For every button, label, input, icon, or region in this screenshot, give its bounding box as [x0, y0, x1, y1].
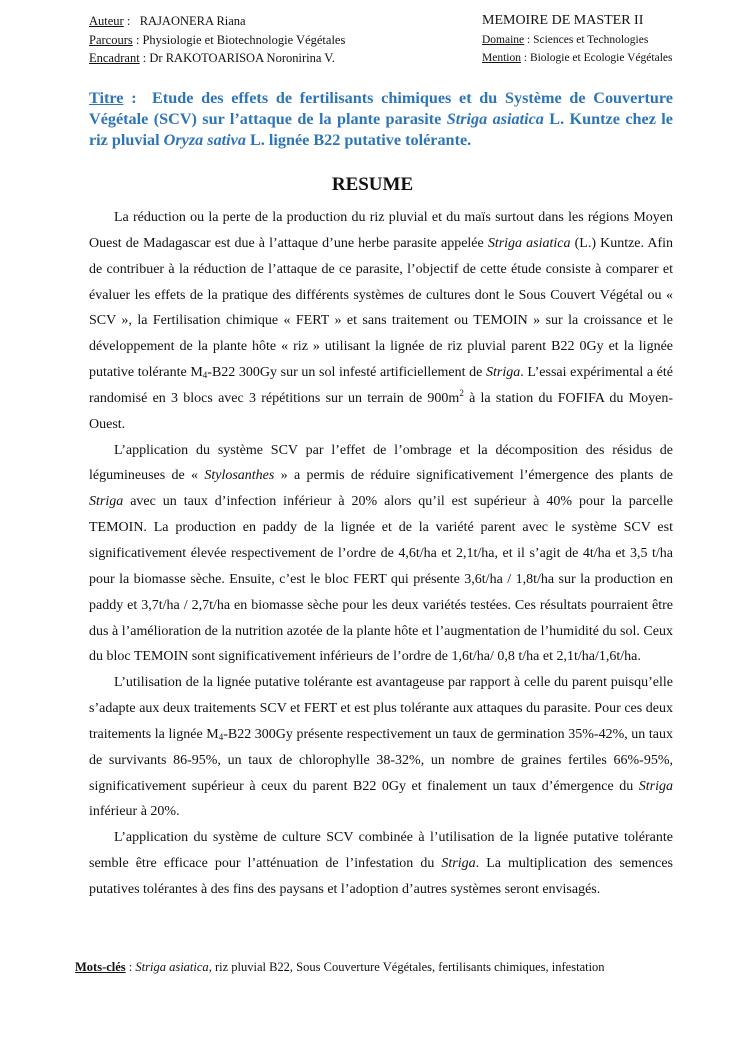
- encadrant-line: [89, 49, 345, 68]
- p1-text-g: . L’essai expérimental a été randomisé en 3 blocs avec 3 répétitions sur un terrain de 900m: [89, 365, 674, 406]
- author-sep: :: [123, 14, 140, 28]
- keywords-line: [75, 960, 605, 975]
- p1-superscript: 2: [459, 387, 464, 398]
- mention-line: [482, 49, 672, 68]
- thesis-type: MEMOIRE DE MASTER II: [482, 13, 644, 28]
- p1-species: Striga asiatica: [487, 235, 571, 251]
- paragraph-1: [89, 205, 673, 438]
- p4-text-a: L’application du système de culture SCV combinée à l’utilisation de la lignée putative tolérante semble être efficace pour l’atténuation de l’infestation du: [89, 830, 673, 872]
- title-label: Titre: [89, 89, 124, 107]
- p1-text-c: (L.) Kuntze. Afin de contribuer à la réduction de l’attaque de ce parasite, l’objectif de cette étude consiste à comparer et évaluer les effets de la pratique des différents systèmes de cultures dont le Sous Couvert Végétal ou « SCV », la Fertilisation chimique « FERT » et sans traitement ou TEMOIN » sur la croissance et le développement de la plante hôte « riz » utilisant la lignée de riz pluvial parent B22 0Gy et la lignée putative tolérante M: [89, 235, 673, 381]
- mention-sep: :: [520, 52, 530, 64]
- p1-text-e: -B22 300Gy sur un sol infesté artificiellement de: [207, 365, 486, 381]
- keywords-sep: :: [125, 960, 136, 974]
- parcours-line: [89, 31, 345, 50]
- author-line: [89, 12, 345, 31]
- p3-text-a: L’utilisation de la lignée putative tolérante est avantageuse par rapport à celle du parent puisqu’elle s’adapte aux deux traitements SCV et FERT et est plus tolérante aux attaques du parasite. Pour ces deux traitements la lignée M: [89, 675, 673, 742]
- document-title: [89, 88, 673, 151]
- p2-text-a: L’application du système SCV par l’effet de l’ombrage et la décomposition des résidus de légumineuses de «: [89, 442, 673, 484]
- p3-text-e: inférieur à 20%.: [89, 804, 180, 820]
- p1-text-a: La réduction ou la perte de la production du riz pluvial et du maïs surtout dans les régions Moyen Ouest de Madagascar est due à l’attaque d’une herbe parasite appelée: [89, 210, 673, 251]
- domaine-label: Domaine: [482, 33, 525, 46]
- title-species1: Striga asiatica: [446, 110, 544, 128]
- encadrant-value: Dr RAKOTOARISOA Noronirina V.: [149, 51, 335, 65]
- keywords-rest: , riz pluvial B22, Sous Couverture Végétales, fertilisants chimiques, infestation: [208, 960, 605, 974]
- title-part3: L. lignée B22 putative tolérante.: [245, 131, 472, 149]
- p1-text-i: à la station du FOFIFA du Moyen- Ouest.: [89, 390, 673, 432]
- abstract-body: [89, 205, 673, 903]
- parcours-sep: :: [132, 32, 143, 47]
- p3-striga: Striga: [638, 778, 673, 794]
- resume-heading: RESUME: [331, 174, 414, 195]
- p4-text-c: . La multiplication des semences putatives tolérantes à des fins des paysans et l’adoption d’autres systèmes seront envisagés.: [89, 856, 673, 897]
- p2-stylosanthes: Stylosanthes: [204, 468, 275, 484]
- title-part1: Etude des effets de fertilisants chimiques et du Système de Couverture Végétale (SCV) sur l’attaque de la plante parasite: [89, 89, 673, 128]
- title-species2: Oryza sativa: [163, 131, 246, 149]
- p1-subscript: 4: [202, 370, 208, 381]
- parcours-value: Physiologie et Biotechnologie Végétales: [142, 32, 346, 47]
- p1-striga: Striga: [485, 365, 521, 381]
- p4-striga: Striga: [441, 856, 476, 872]
- paragraph-3: [89, 670, 673, 825]
- parcours-label: Parcours: [89, 32, 133, 47]
- domaine-sep: :: [524, 33, 534, 46]
- author-label: Auteur: [89, 14, 124, 28]
- domaine-line: [482, 31, 672, 50]
- mention-value: Biologie et Ecologie Végétales: [529, 52, 673, 64]
- paragraph-4: [89, 825, 673, 903]
- title-sep: :: [123, 89, 152, 107]
- keywords-species: Striga asiatica: [135, 960, 209, 974]
- title-part2: L. Kuntze chez le riz pluvial: [89, 110, 673, 149]
- domaine-value: Sciences et Technologies: [533, 33, 649, 46]
- p3-subscript: 4: [218, 731, 224, 742]
- keywords-label: Mots-clés: [75, 960, 126, 974]
- paragraph-2: [89, 438, 673, 671]
- p3-text-c: -B22 300Gy présente respectivement un taux de germination 35%-42%, un taux de survivants 86-95%, un taux de chlorophylle 38-32%, un nombre de graines fertiles 66%-95%, significativement supérieur à ceux du parent B22 0Gy et finalement un taux d’émergence du: [89, 726, 673, 794]
- p2-text-e: avec un taux d’infection inférieur à 20% alors qu’il est supérieur à 40% pour la parcelle TEMOIN. La production en paddy de la lignée et de la variété parent avec le système SCV est significativement élevée respectivement de l’ordre de 4,6t/ha et 2,1t/ha, et il s’agit de 4t/ha et 3,5 t/ha pour la biomasse sèche. Ensuite, c’est le bloc FERT qui présente 3,6t/ha / 1,8t/ha sur la production en paddy et 3,7t/ha / 2,7t/ha en biomasse sèche pour les deux variétés testées. Ces résultats pourraient être dus à l’amélioration de la nutrition azotée de la plante hôte et l’augmentation de l’humidité du sol. Ceux du bloc TEMOIN sont significativement inférieurs de l’ordre de 1,6t/ha/ 0,8 t/ha et 2,1t/ha/1,6t/ha.: [89, 494, 673, 665]
- author-value: RAJAONERA Riana: [139, 14, 246, 28]
- p2-text-c: » a permis de réduire significativement l’émergence des plants de: [274, 468, 674, 484]
- encadrant-label: Encadrant: [89, 51, 140, 65]
- mention-label: Mention: [482, 52, 521, 64]
- p2-striga: Striga: [89, 494, 124, 510]
- header-thesis-block: [482, 12, 672, 68]
- encadrant-sep: :: [139, 51, 150, 65]
- header-author-block: [89, 12, 345, 68]
